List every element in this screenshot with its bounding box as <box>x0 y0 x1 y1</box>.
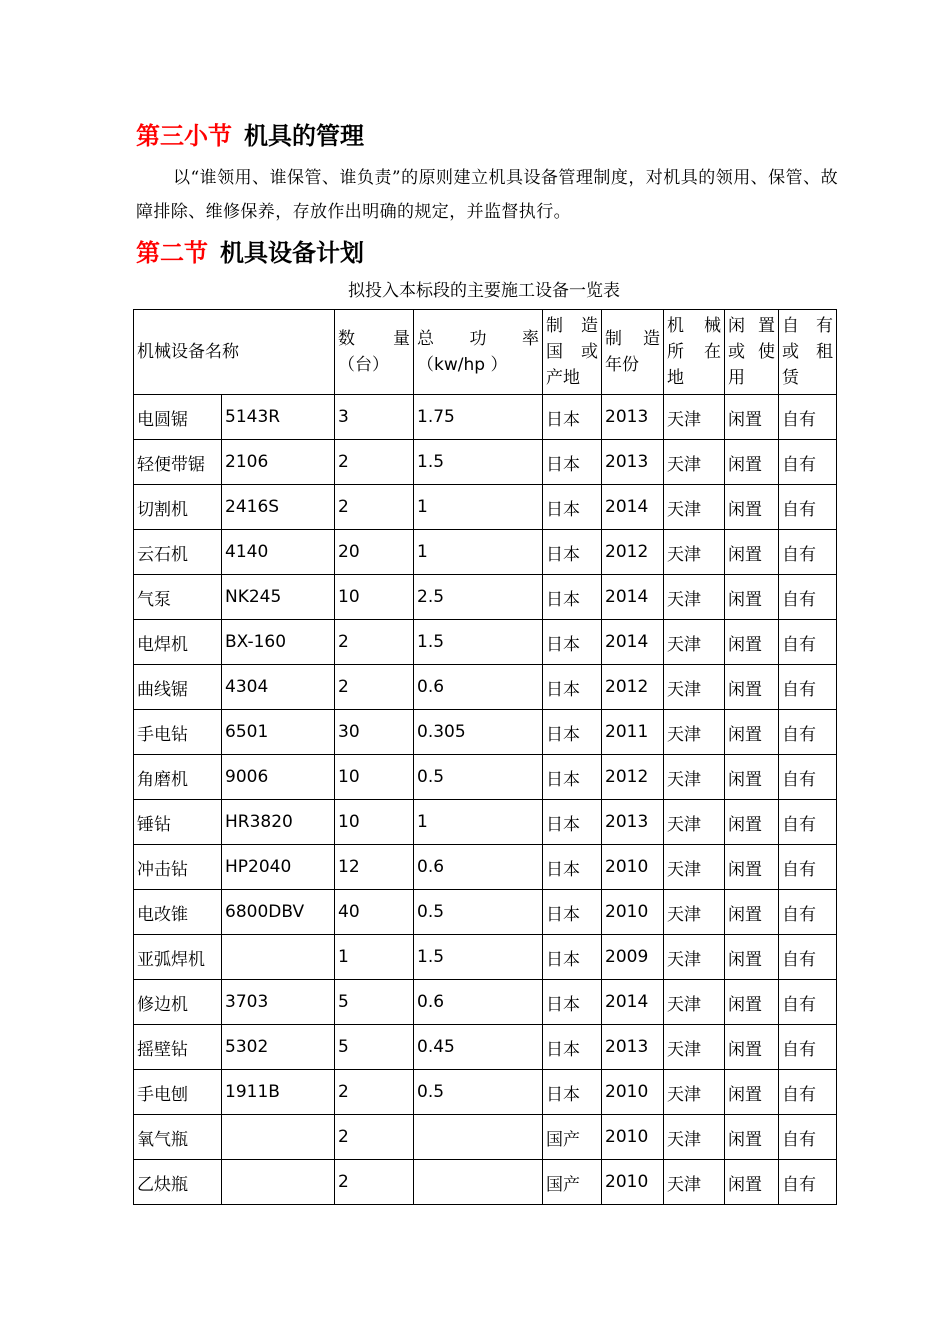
cell-ownership: 自有 <box>779 575 837 620</box>
cell-power: 1.5 <box>414 935 543 980</box>
cell-ownership: 自有 <box>779 890 837 935</box>
table-row <box>134 1070 837 1115</box>
cell-location: 天津 <box>664 980 725 1025</box>
table-caption: 拟投入本标段的主要施工设备一览表 <box>348 281 620 301</box>
cell-name: 手电刨 <box>134 1070 222 1115</box>
table-header-row <box>134 310 837 395</box>
cell-year: 2012 <box>602 530 664 575</box>
cell-ownership: 自有 <box>779 845 837 890</box>
cell-power: 1.5 <box>414 620 543 665</box>
cell-model: 6800DBV <box>222 890 335 935</box>
cell-status: 闲置 <box>725 485 779 530</box>
cell-model: BX-160 <box>222 620 335 665</box>
cell-power: 0.45 <box>414 1025 543 1070</box>
cell-location: 天津 <box>664 845 725 890</box>
cell-location: 天津 <box>664 530 725 575</box>
cell-status: 闲置 <box>725 1070 779 1115</box>
cell-ownership: 自有 <box>779 1115 837 1160</box>
cell-status: 闲置 <box>725 1025 779 1070</box>
table-row <box>134 530 837 575</box>
table-row <box>134 395 837 440</box>
cell-ownership: 自有 <box>779 935 837 980</box>
cell-qty: 20 <box>335 530 414 575</box>
cell-year: 2010 <box>602 1115 664 1160</box>
cell-location: 天津 <box>664 1115 725 1160</box>
cell-origin: 日本 <box>543 530 602 575</box>
header-origin: 制 造国 或产地 <box>543 310 602 395</box>
cell-origin: 日本 <box>543 890 602 935</box>
section-number: 第三小节 <box>136 122 232 150</box>
cell-origin: 日本 <box>543 800 602 845</box>
cell-ownership: 自有 <box>779 485 837 530</box>
cell-status: 闲置 <box>725 890 779 935</box>
cell-ownership: 自有 <box>779 665 837 710</box>
cell-name: 锤钻 <box>134 800 222 845</box>
cell-year: 2012 <box>602 755 664 800</box>
header-location: 机 械所 在地 <box>664 310 725 395</box>
cell-year: 2013 <box>602 440 664 485</box>
cell-location: 天津 <box>664 755 725 800</box>
cell-qty: 1 <box>335 935 414 980</box>
cell-status: 闲置 <box>725 395 779 440</box>
cell-year: 2013 <box>602 1025 664 1070</box>
cell-power: 0.5 <box>414 755 543 800</box>
cell-ownership: 自有 <box>779 1160 837 1205</box>
cell-ownership: 自有 <box>779 1070 837 1115</box>
cell-power <box>414 1115 543 1160</box>
cell-qty: 12 <box>335 845 414 890</box>
cell-origin: 日本 <box>543 665 602 710</box>
cell-power: 2.5 <box>414 575 543 620</box>
cell-status: 闲置 <box>725 710 779 755</box>
cell-qty: 10 <box>335 755 414 800</box>
cell-location: 天津 <box>664 395 725 440</box>
cell-model: 5143R <box>222 395 335 440</box>
header-name: 机械设备名称 <box>134 310 335 395</box>
cell-power: 0.5 <box>414 1070 543 1115</box>
cell-ownership: 自有 <box>779 980 837 1025</box>
cell-qty: 2 <box>335 485 414 530</box>
cell-location: 天津 <box>664 620 725 665</box>
equipment-table <box>133 309 837 1205</box>
cell-power: 0.6 <box>414 665 543 710</box>
cell-name: 乙炔瓶 <box>134 1160 222 1205</box>
table-row <box>134 710 837 755</box>
cell-status: 闲置 <box>725 1115 779 1160</box>
cell-location: 天津 <box>664 485 725 530</box>
table-row <box>134 485 837 530</box>
table-row <box>134 845 837 890</box>
cell-status: 闲置 <box>725 530 779 575</box>
table-row <box>134 575 837 620</box>
cell-location: 天津 <box>664 935 725 980</box>
cell-status: 闲置 <box>725 575 779 620</box>
cell-power: 1.75 <box>414 395 543 440</box>
cell-model: 3703 <box>222 980 335 1025</box>
table-row <box>134 890 837 935</box>
cell-year: 2014 <box>602 575 664 620</box>
cell-power: 1.5 <box>414 440 543 485</box>
cell-qty: 5 <box>335 1025 414 1070</box>
cell-status: 闲置 <box>725 935 779 980</box>
cell-name: 电焊机 <box>134 620 222 665</box>
cell-power: 0.5 <box>414 890 543 935</box>
cell-origin: 日本 <box>543 845 602 890</box>
cell-name: 云石机 <box>134 530 222 575</box>
cell-year: 2014 <box>602 620 664 665</box>
cell-status: 闲置 <box>725 620 779 665</box>
cell-location: 天津 <box>664 1160 725 1205</box>
cell-year: 2010 <box>602 1070 664 1115</box>
cell-model: 4140 <box>222 530 335 575</box>
cell-location: 天津 <box>664 665 725 710</box>
header-year: 制 造年份 <box>602 310 664 395</box>
cell-model: 2106 <box>222 440 335 485</box>
cell-model: 5302 <box>222 1025 335 1070</box>
table-row <box>134 620 837 665</box>
cell-year: 2010 <box>602 890 664 935</box>
cell-ownership: 自有 <box>779 620 837 665</box>
cell-power: 0.6 <box>414 845 543 890</box>
cell-status: 闲置 <box>725 845 779 890</box>
cell-status: 闲置 <box>725 800 779 845</box>
cell-origin: 日本 <box>543 620 602 665</box>
cell-location: 天津 <box>664 1025 725 1070</box>
cell-status: 闲置 <box>725 980 779 1025</box>
header-status: 闲 置或 使用 <box>725 310 779 395</box>
cell-origin: 日本 <box>543 395 602 440</box>
cell-name: 切割机 <box>134 485 222 530</box>
cell-model: 1911B <box>222 1070 335 1115</box>
cell-name: 曲线锯 <box>134 665 222 710</box>
cell-year: 2013 <box>602 395 664 440</box>
cell-year: 2009 <box>602 935 664 980</box>
cell-name: 修边机 <box>134 980 222 1025</box>
cell-status: 闲置 <box>725 665 779 710</box>
cell-origin: 日本 <box>543 1025 602 1070</box>
cell-qty: 2 <box>335 1160 414 1205</box>
cell-qty: 2 <box>335 620 414 665</box>
cell-ownership: 自有 <box>779 440 837 485</box>
cell-year: 2012 <box>602 665 664 710</box>
cell-year: 2010 <box>602 845 664 890</box>
table-row <box>134 800 837 845</box>
cell-location: 天津 <box>664 1070 725 1115</box>
cell-power: 0.6 <box>414 980 543 1025</box>
cell-model: HP2040 <box>222 845 335 890</box>
cell-qty: 2 <box>335 665 414 710</box>
cell-qty: 2 <box>335 440 414 485</box>
table-row <box>134 1115 837 1160</box>
cell-qty: 10 <box>335 800 414 845</box>
cell-qty: 2 <box>335 1070 414 1115</box>
cell-qty: 40 <box>335 890 414 935</box>
table-row <box>134 440 837 485</box>
cell-origin: 日本 <box>543 575 602 620</box>
cell-ownership: 自有 <box>779 1025 837 1070</box>
cell-power: 1 <box>414 530 543 575</box>
cell-ownership: 自有 <box>779 710 837 755</box>
section-heading-management <box>136 121 364 151</box>
cell-power: 1 <box>414 485 543 530</box>
cell-status: 闲置 <box>725 1160 779 1205</box>
cell-name: 手电钻 <box>134 710 222 755</box>
cell-year: 2010 <box>602 1160 664 1205</box>
management-paragraph: 以“谁领用、谁保管、谁负责”的原则建立机具设备管理制度，对机具的领用、保管、故障排除、维修保养，存放作出明确的规定，并监督执行。 <box>136 168 838 222</box>
table-row <box>134 1025 837 1070</box>
cell-origin: 国产 <box>543 1115 602 1160</box>
section-title: 机具的管理 <box>244 122 364 150</box>
cell-ownership: 自有 <box>779 800 837 845</box>
cell-power: 1 <box>414 800 543 845</box>
cell-name: 冲击钻 <box>134 845 222 890</box>
cell-model: NK245 <box>222 575 335 620</box>
cell-name: 气泵 <box>134 575 222 620</box>
table-row <box>134 980 837 1025</box>
cell-model <box>222 1160 335 1205</box>
cell-name: 氧气瓶 <box>134 1115 222 1160</box>
cell-location: 天津 <box>664 710 725 755</box>
header-power: 总 功 率（kw/hp ） <box>414 310 543 395</box>
cell-ownership: 自有 <box>779 395 837 440</box>
cell-model: 6501 <box>222 710 335 755</box>
section-heading-equipment-plan <box>136 238 364 268</box>
cell-location: 天津 <box>664 440 725 485</box>
cell-year: 2014 <box>602 980 664 1025</box>
cell-name: 亚弧焊机 <box>134 935 222 980</box>
cell-ownership: 自有 <box>779 530 837 575</box>
cell-model: 9006 <box>222 755 335 800</box>
cell-model <box>222 1115 335 1160</box>
cell-model <box>222 935 335 980</box>
cell-location: 天津 <box>664 800 725 845</box>
cell-model: 4304 <box>222 665 335 710</box>
cell-qty: 10 <box>335 575 414 620</box>
table-row <box>134 665 837 710</box>
cell-origin: 日本 <box>543 935 602 980</box>
cell-origin: 日本 <box>543 1070 602 1115</box>
cell-year: 2011 <box>602 710 664 755</box>
cell-model: HR3820 <box>222 800 335 845</box>
section-title: 机具设备计划 <box>220 239 364 267</box>
cell-origin: 日本 <box>543 440 602 485</box>
table-row <box>134 935 837 980</box>
table-row <box>134 755 837 800</box>
cell-origin: 日本 <box>543 710 602 755</box>
cell-name: 电圆锯 <box>134 395 222 440</box>
cell-year: 2014 <box>602 485 664 530</box>
cell-power: 0.305 <box>414 710 543 755</box>
cell-power <box>414 1160 543 1205</box>
cell-qty: 3 <box>335 395 414 440</box>
cell-name: 轻便带锯 <box>134 440 222 485</box>
table-row <box>134 1160 837 1205</box>
cell-name: 电改锥 <box>134 890 222 935</box>
cell-qty: 2 <box>335 1115 414 1160</box>
cell-qty: 5 <box>335 980 414 1025</box>
cell-qty: 30 <box>335 710 414 755</box>
cell-origin: 日本 <box>543 980 602 1025</box>
cell-model: 2416S <box>222 485 335 530</box>
header-ownership: 自 有或 租赁 <box>779 310 837 395</box>
cell-name: 角磨机 <box>134 755 222 800</box>
cell-ownership: 自有 <box>779 755 837 800</box>
cell-location: 天津 <box>664 890 725 935</box>
cell-name: 摇壁钻 <box>134 1025 222 1070</box>
header-qty: 数 量（台） <box>335 310 414 395</box>
cell-status: 闲置 <box>725 755 779 800</box>
cell-year: 2013 <box>602 800 664 845</box>
cell-location: 天津 <box>664 575 725 620</box>
cell-status: 闲置 <box>725 440 779 485</box>
cell-origin: 日本 <box>543 755 602 800</box>
cell-origin: 日本 <box>543 485 602 530</box>
section-number: 第二节 <box>136 239 208 267</box>
cell-origin: 国产 <box>543 1160 602 1205</box>
